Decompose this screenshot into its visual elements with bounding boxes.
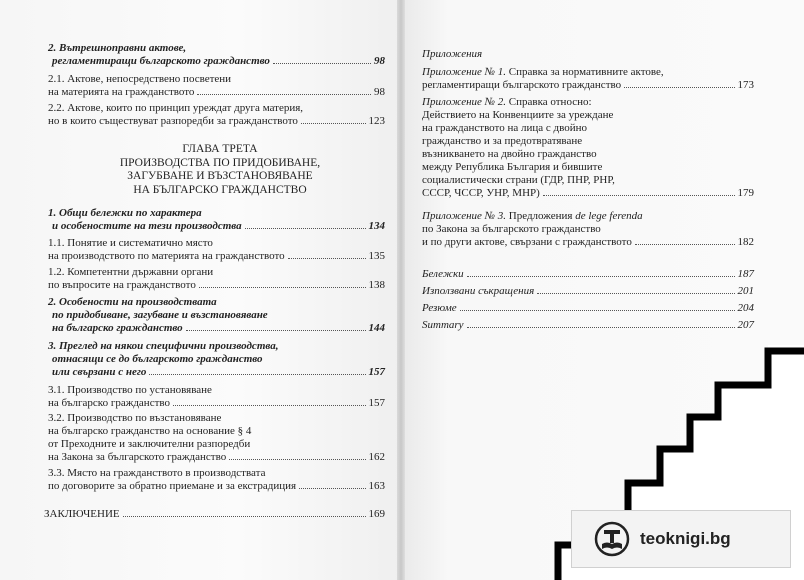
toc-entry-title: гражданство и за предотвратяване [422, 135, 583, 147]
page-number: 123 [368, 115, 385, 127]
toc-entry-title: на българско гражданство [48, 397, 170, 409]
toc-entry-title: на производството по материята на гражданството [48, 250, 285, 262]
toc-entry-title: СССР, ЧССР, УНР, МНР) [422, 187, 540, 199]
appendix-label: Приложение № 1. [422, 66, 507, 78]
page-number: 204 [737, 302, 754, 314]
toc-entry-title: по Закона за българското гражданство [422, 223, 601, 235]
page-number: 98 [374, 55, 385, 67]
appendices-heading [422, 48, 482, 61]
teoknigi-logo[interactable] [571, 510, 791, 568]
page-number: 201 [737, 285, 754, 297]
toc-entry-title: по придобиване, загубване и възстановяване [52, 309, 268, 321]
toc-entry-title: Използвани съкращения [422, 285, 535, 297]
toc-entry-title: регламентиращи българското гражданство [52, 55, 270, 67]
toc-entry-title: 1.1. Понятие и систематично място [48, 237, 213, 249]
toc-entry-title: 2.2. Актове, които по принцип уреждат друга материя, [48, 102, 304, 114]
toc-entry-summary-bg [422, 302, 754, 315]
toc-entry-2-1 [48, 73, 385, 99]
toc-entry-3-3 [48, 340, 385, 379]
toc-entry-notes [422, 268, 754, 281]
toc-entry-title: 1. Общи бележки по характера [48, 207, 202, 219]
toc-entry-3-1-1 [48, 237, 385, 263]
page-number: 163 [368, 480, 385, 492]
toc-entry-title: от Преходните и заключителни разпоредби [48, 438, 251, 450]
toc-entry-title: и особеностите на тези производства [52, 220, 242, 232]
page-number: 134 [368, 220, 385, 232]
toc-entry-abbreviations [422, 285, 754, 298]
appendix-2 [422, 96, 754, 200]
toc-entry-title: на Закона за българското гражданство [48, 451, 227, 463]
toc-entry-title: по договорите за обратно приемане и за екстрадиция [48, 480, 297, 492]
toc-entry-title: Действието на Конвенциите за уреждане [422, 109, 614, 121]
toc-entry-title: на българско гражданство [52, 322, 183, 334]
appendix-1 [422, 66, 754, 92]
toc-entry-title: Бележки [422, 268, 464, 280]
toc-entry-title: на гражданството на лица с двойно [422, 122, 587, 134]
book-gutter [397, 0, 405, 580]
toc-entry-title: Справка относно: [506, 96, 592, 108]
toc-entry-2-2 [48, 102, 385, 128]
toc-entry-title: регламентиращи българското гражданство [422, 79, 622, 91]
toc-entry-title: 2. Вътрешноправни актове, [48, 42, 187, 54]
page-number: 135 [368, 250, 385, 262]
chapter-title-line: НА БЪЛГАРСКО ГРАЖДАНСТВО [133, 183, 307, 196]
page-number: 173 [737, 79, 754, 91]
toc-entry-3-1-2 [48, 266, 385, 292]
toc-entry-title: Резюме [422, 302, 457, 314]
toc-entry-title: Предложения [506, 210, 576, 222]
toc-entry-conclusion [44, 508, 385, 521]
page-number: 179 [737, 187, 754, 199]
page-number: 187 [737, 268, 754, 280]
toc-entry-title: по въпросите на гражданството [48, 279, 196, 291]
chapter-heading [100, 143, 340, 197]
page-number: 182 [737, 236, 754, 248]
toc-entry-title: 2.1. Актове, непосредствено посветени [48, 73, 232, 85]
page-number: 157 [368, 397, 385, 409]
page-number: 98 [374, 86, 385, 98]
page-number: 138 [368, 279, 385, 291]
chapter-title-line: ЗАГУБВАНЕ И ВЪЗСТАНОВЯВАНЕ [127, 170, 313, 182]
appendix-label: Приложение № 3. [422, 210, 507, 222]
toc-entry-3-3-2 [48, 412, 385, 464]
toc-entry-3-2 [48, 296, 385, 335]
toc-entry-title: между Република България и бившите [422, 161, 603, 173]
chapter-title-line: ПРОИЗВОДСТВА ПО ПРИДОБИВАНЕ, [119, 156, 321, 169]
toc-entry-title: Справка за нормативните актове, [506, 66, 664, 78]
toc-entry-title: 3.2. Производство по възстановяване [48, 412, 222, 424]
toc-entry-title: 3. Преглед на някои специфични производства, [48, 340, 279, 352]
toc-entry-title: 3.3. Място на гражданството в производствата [48, 467, 266, 479]
page-number: 169 [368, 508, 385, 520]
appendix-label: Приложение № 2. [422, 96, 507, 108]
toc-entry-title: социалистически страни (ГДР, ПНР, РНР, [422, 174, 615, 186]
toc-entry-summary-en [422, 319, 754, 332]
heading-text: Приложения [422, 48, 483, 60]
page-number: 162 [368, 451, 385, 463]
toc-entry-title: Summary [422, 319, 464, 331]
logo-text: teoknigi.bg [640, 529, 731, 548]
toc-entry-3-3-1 [48, 384, 385, 410]
toc-entry-title: но в които съществуват разпоредби за гражданството [48, 115, 298, 127]
toc-entry-title: и по други актове, свързани с гражданството [422, 236, 632, 248]
toc-entry-title: 3.1. Производство по установяване [48, 384, 212, 396]
appendix-3 [422, 210, 754, 249]
toc-entry-title: 2. Особености на производствата [48, 296, 217, 308]
toc-entry-title: отнасящи се до българското гражданство [52, 353, 263, 365]
toc-entry-2 [48, 42, 385, 68]
toc-entry-title: на материята на гражданството [48, 86, 195, 98]
latin-phrase: de lege ferenda [575, 210, 643, 222]
toc-entry-3-3-3 [48, 467, 385, 493]
toc-entry-title: ЗАКЛЮЧЕНИЕ [44, 508, 120, 520]
page-number: 144 [368, 322, 385, 334]
toc-entry-title: на българско гражданство на основание § 4 [48, 425, 252, 437]
toc-entry-3-1 [48, 207, 385, 233]
book-t-icon [594, 521, 630, 557]
toc-entry-title: или свързани с него [52, 366, 147, 378]
toc-entry-title: 1.2. Компетентни държавни органи [48, 266, 214, 278]
chapter-number: ГЛАВА ТРЕТА [182, 143, 258, 155]
page-number: 207 [737, 319, 754, 331]
toc-entry-title: възникването на двойно гражданство [422, 148, 597, 160]
page-number: 157 [368, 366, 385, 378]
